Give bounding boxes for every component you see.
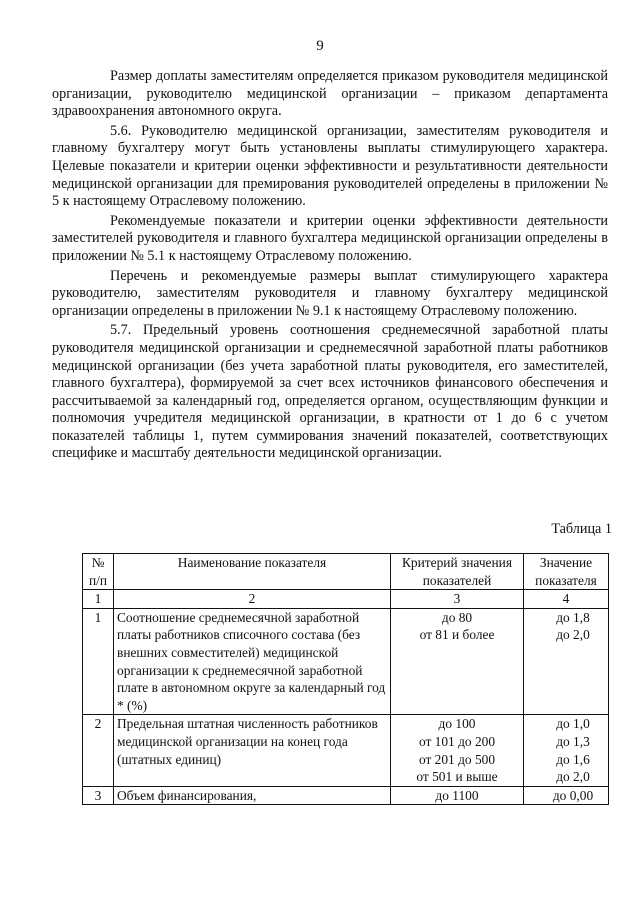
criterion-item: до 1100: [435, 787, 479, 803]
row-name: Соотношение среднемесячной заработной платы работников списочного состава (без внешних совместителей) медицинской организации к среднемесячной заработной плате в автономном округе за календарный год * (%): [114, 608, 391, 715]
header-criterion: Критерий значения показателей: [391, 554, 524, 590]
table-header-row: [83, 554, 609, 590]
row-num: 2: [83, 715, 114, 786]
value-item: до 1,6: [556, 751, 590, 767]
criterion-item: от 81 и более: [419, 627, 495, 643]
row-values: [524, 715, 609, 786]
header-value: Значение показателя: [524, 554, 609, 590]
index-cell: 1: [83, 590, 114, 609]
row-criteria: [391, 786, 524, 805]
row-values: [524, 786, 609, 805]
table-caption: Таблица 1: [551, 521, 612, 537]
paragraph: Размер доплаты заместителям определяется приказом руководителя медицинской организации, руководителю медицинской организации – приказом департамента здравоохранения автономного округа.: [52, 68, 608, 120]
page-number: 9: [316, 38, 324, 54]
value-item: до 2,0: [556, 769, 590, 785]
row-criteria: [391, 715, 524, 786]
index-cell: 4: [524, 590, 609, 609]
table-index-row: [83, 590, 609, 609]
value-item: до 1,0: [556, 716, 590, 732]
criterion-item: до 100: [438, 716, 476, 732]
criterion-item: до 80: [441, 609, 473, 625]
row-name: Предельная штатная численность работников медицинской организации на конец года (штатных единиц): [114, 715, 391, 786]
paragraph: Перечень и рекомендуемые размеры выплат стимулирующего характера руководителю, заместителям руководителя и главному бухгалтеру медицинской организации определены в приложении № 9.1 к настоящему Отраслевому положению.: [52, 267, 608, 319]
row-criteria: [391, 608, 524, 715]
paragraph: 5.7. Предельный уровень соотношения среднемесячной заработной платы руководителя медицинской организации и среднемесячной заработной платы работников медицинской организации (без учета заработной платы руководителя, его заместителей, главного бухгалтера), формируемой за счет всех источников финансового обеспечения и рассчитываемой за календарный год, определяется органом, осуществляющим функции и полномочия учредителя медицинской организации, в кратности от 1 до 6 с учетом показателей таблицы 1, путем суммирования значений показателей, соответствующих специфике и масштабу деятельности медицинской организации.: [52, 322, 608, 462]
value-item: до 0,00: [552, 787, 594, 803]
criterion-item: от 101 до 200: [418, 733, 496, 749]
table-row: [83, 786, 609, 805]
header-num: № п/п: [83, 554, 114, 590]
body-text: [52, 68, 608, 465]
paragraph: Рекомендуемые показатели и критерии оценки эффективности деятельности заместителей руководителя и главного бухгалтера медицинской организации определены в приложении № 5.1 к настоящему Отраслевому положению.: [52, 212, 608, 264]
value-item: до 1,3: [556, 733, 590, 749]
value-item: до 2,0: [556, 627, 590, 643]
header-name: Наименование показателя: [114, 554, 391, 590]
row-num: 1: [83, 608, 114, 715]
row-num: 3: [83, 786, 114, 805]
table-row: [83, 715, 609, 786]
table-row: [83, 608, 609, 715]
row-name: Объем финансирования,: [114, 786, 391, 805]
index-cell: 2: [114, 590, 391, 609]
value-item: до 1,8: [556, 609, 590, 625]
paragraph: 5.6. Руководителю медицинской организации, заместителям руководителя и главному бухгалтеру могут быть установлены выплаты стимулирующего характера. Целевые показатели и критерии оценки эффективности и результативности деятельности медицинской организации для премирования руководителей определены в приложении № 5 к настоящему Отраслевому положению.: [52, 122, 608, 210]
index-cell: 3: [391, 590, 524, 609]
criterion-item: от 501 и выше: [416, 769, 498, 785]
row-values: [524, 608, 609, 715]
criterion-item: от 201 до 500: [418, 751, 496, 767]
indicators-table: [82, 553, 609, 805]
